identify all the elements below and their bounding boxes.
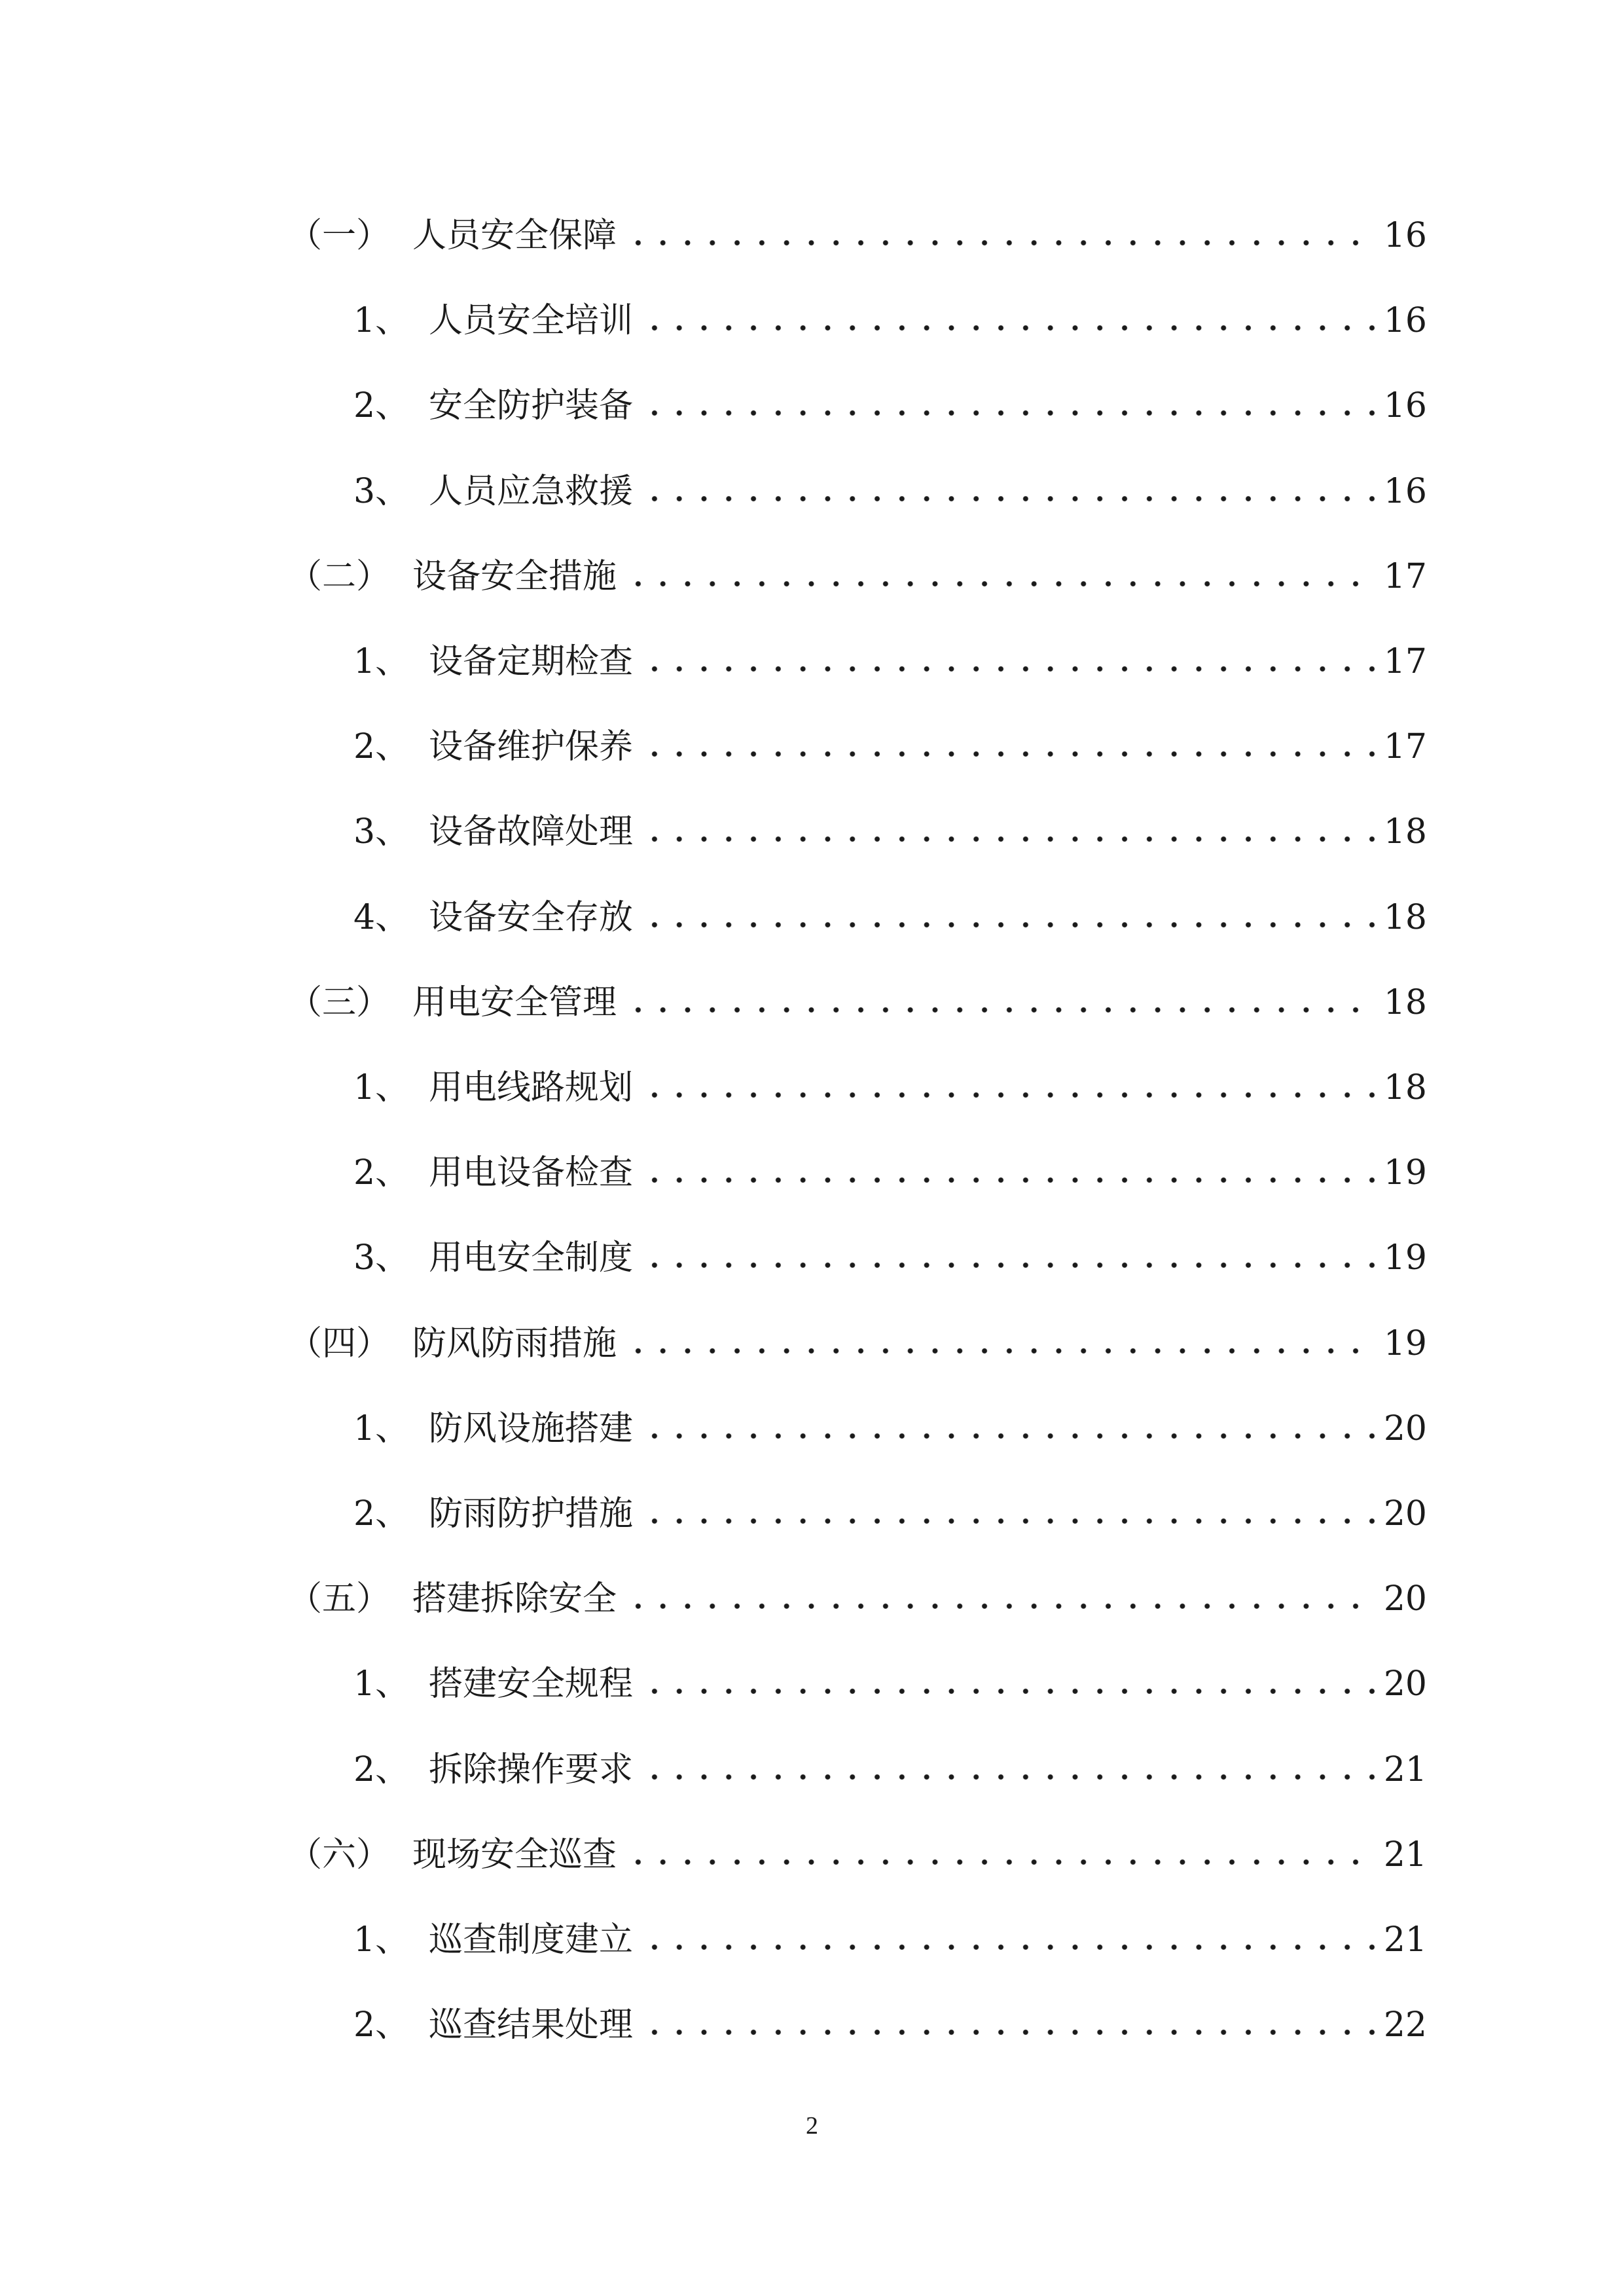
toc-entry-page: 18 [1383, 812, 1427, 852]
dot-leader [642, 1770, 1376, 1784]
toc-entry[interactable] [353, 1655, 1427, 1713]
dot-leader [642, 406, 1376, 420]
toc-entry[interactable] [288, 1825, 1427, 1884]
toc-entry-title: 设备故障处理 [429, 812, 634, 852]
toc-entry-title: 现场安全巡查 [412, 1835, 617, 1874]
toc-entry-number: 1、 [353, 1068, 410, 1107]
toc-entry-number: 1、 [353, 1664, 410, 1704]
toc-entry-title: 搭建安全规程 [429, 1664, 634, 1704]
toc-entry[interactable] [353, 717, 1427, 776]
dot-leader [642, 2026, 1376, 2039]
toc-entry-page: 19 [1383, 1323, 1427, 1363]
toc-entry-number: 1、 [353, 301, 410, 341]
toc-entry[interactable] [353, 1229, 1427, 1287]
toc-entry-title: 设备安全措施 [412, 556, 617, 596]
toc-entry-title: 安全防护装备 [429, 386, 634, 426]
toc-entry[interactable] [353, 1143, 1427, 1202]
toc-entry-title: 人员应急救援 [429, 471, 634, 511]
toc-entry-page: 19 [1383, 1153, 1427, 1193]
toc-entry-page: 16 [1383, 216, 1427, 255]
toc-entry[interactable] [353, 376, 1427, 435]
toc-entry-page: 16 [1383, 471, 1427, 511]
toc-entry-number: 3、 [353, 1238, 410, 1278]
toc-entry[interactable] [288, 973, 1427, 1032]
toc-entry-page: 17 [1383, 556, 1427, 596]
toc-entry-title: 防风防雨措施 [412, 1323, 617, 1363]
toc-entry-page: 20 [1383, 1664, 1427, 1704]
dot-leader [626, 1344, 1376, 1357]
toc-entry-title: 拆除操作要求 [429, 1749, 634, 1789]
dot-leader [626, 577, 1376, 590]
toc-entry-title: 巡查制度建立 [429, 1920, 634, 1960]
dot-leader [642, 662, 1376, 675]
toc-entry[interactable] [353, 1910, 1427, 1969]
toc-entry-title: 用电安全管理 [412, 982, 617, 1022]
toc-entry-number: 1、 [353, 1920, 410, 1960]
toc-entry-page: 18 [1383, 897, 1427, 937]
toc-entry[interactable] [353, 1399, 1427, 1458]
toc-entry-page: 18 [1383, 982, 1427, 1022]
toc-entry-number: 3、 [353, 471, 410, 511]
toc-entry[interactable] [288, 1314, 1427, 1373]
toc-entry-page: 18 [1383, 1068, 1427, 1107]
toc-entry-page: 21 [1383, 1835, 1427, 1874]
dot-leader [642, 1515, 1376, 1528]
toc-entry-number: 2、 [353, 1749, 410, 1789]
toc-entry-title: 巡查结果处理 [429, 2005, 634, 2045]
toc-entry[interactable] [288, 1570, 1427, 1628]
toc-entry-number: 4、 [353, 897, 410, 937]
toc-entry-title: 搭建拆除安全 [412, 1579, 617, 1619]
toc-entry-number: （六） [288, 1835, 391, 1874]
toc-entry[interactable] [353, 888, 1427, 947]
toc-entry-number: （一） [288, 216, 391, 255]
toc-entry-number: 2、 [353, 1153, 410, 1193]
toc-entry-number: （四） [288, 1323, 391, 1363]
dot-leader [626, 1856, 1376, 1869]
toc-entry-number: 3、 [353, 812, 410, 852]
dot-leader [642, 1088, 1376, 1102]
toc-entry-page: 20 [1383, 1494, 1427, 1534]
toc-entry-title: 人员安全保障 [412, 216, 617, 255]
toc-entry-title: 防雨防护措施 [429, 1494, 634, 1534]
dot-leader [626, 236, 1376, 249]
toc-entry-page: 21 [1383, 1749, 1427, 1789]
toc-entry-title: 设备维护保养 [429, 727, 634, 767]
toc-entry[interactable] [353, 632, 1427, 691]
toc-entry[interactable] [353, 462, 1427, 521]
toc-entry-title: 防风设施搭建 [429, 1408, 634, 1448]
dot-leader [642, 918, 1376, 931]
toc-entry-title: 设备定期检查 [429, 642, 634, 681]
toc-entry-number: （二） [288, 556, 391, 596]
toc-entry-title: 用电设备检查 [429, 1153, 634, 1193]
toc-entry-page: 17 [1383, 642, 1427, 681]
toc-entry-page: 20 [1383, 1408, 1427, 1448]
toc-entry-number: 1、 [353, 642, 410, 681]
dot-leader [626, 1600, 1376, 1613]
dot-leader [642, 1429, 1376, 1443]
toc-entry-page: 20 [1383, 1579, 1427, 1619]
dot-leader [642, 492, 1376, 505]
dot-leader [642, 1685, 1376, 1698]
toc-entry-page: 19 [1383, 1238, 1427, 1278]
page-number: 2 [806, 2112, 818, 2140]
dot-leader [642, 1174, 1376, 1187]
toc-entry-number: （五） [288, 1579, 391, 1619]
toc-entry[interactable] [353, 1996, 1427, 2054]
toc-entry[interactable] [288, 206, 1427, 265]
toc-entry-number: 1、 [353, 1408, 410, 1448]
toc-entry-page: 17 [1383, 727, 1427, 767]
toc-entry-title: 用电线路规划 [429, 1068, 634, 1107]
dot-leader [642, 321, 1376, 334]
dot-leader [626, 1003, 1376, 1016]
toc-entry-page: 16 [1383, 301, 1427, 341]
toc-entry-title: 用电安全制度 [429, 1238, 634, 1278]
toc-entry-number: 2、 [353, 386, 410, 426]
toc-entry[interactable] [353, 802, 1427, 861]
toc-entry[interactable] [353, 1058, 1427, 1117]
toc-entry-number: （三） [288, 982, 391, 1022]
toc-entry[interactable] [353, 291, 1427, 350]
dot-leader [642, 747, 1376, 761]
dot-leader [642, 1259, 1376, 1272]
dot-leader [642, 1941, 1376, 1954]
toc-entry-page: 16 [1383, 386, 1427, 426]
toc-entry-number: 2、 [353, 2005, 410, 2045]
toc-entry[interactable] [288, 547, 1427, 606]
toc-entry-title: 设备安全存放 [429, 897, 634, 937]
dot-leader [642, 833, 1376, 846]
toc-entry[interactable] [353, 1740, 1427, 1799]
toc-entry-page: 21 [1383, 1920, 1427, 1960]
toc-entry-page: 22 [1383, 2005, 1427, 2045]
toc-entry[interactable] [353, 1484, 1427, 1543]
toc-entry-number: 2、 [353, 727, 410, 767]
toc-entry-title: 人员安全培训 [429, 301, 634, 341]
toc-entry-number: 2、 [353, 1494, 410, 1534]
